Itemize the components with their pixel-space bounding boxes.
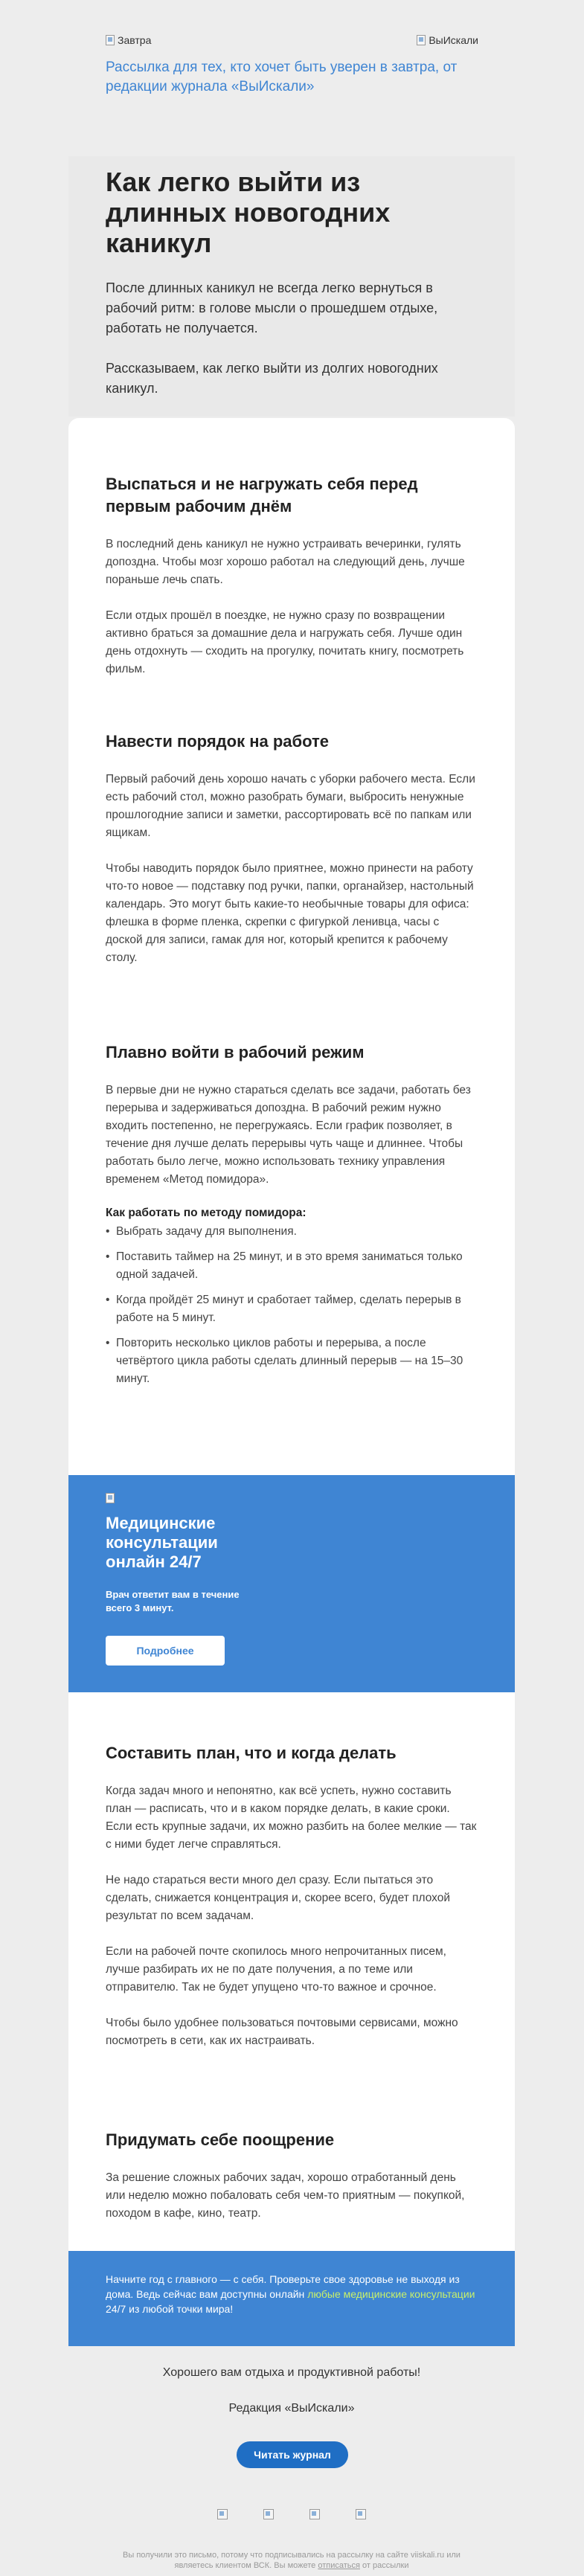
promo-image-icon xyxy=(106,1493,115,1503)
notice-text-end: 24/7 из любой точки мира! xyxy=(106,2303,234,2315)
section-sleep xyxy=(106,473,478,696)
section-paragraph: Первый рабочий день хорошо начать с уборки рабочего места. Если есть рабочий стол, можно разобрать бумаги, выбросить ненужные прошлогодние записи и заметки, рассортировать всё по папкам или ящикам. xyxy=(106,773,475,839)
list-item: • Поставить таймер на 25 минут, и в это время заниматься только одной задачей. xyxy=(106,1248,478,1284)
email-header xyxy=(0,0,584,104)
zavtra-logo[interactable] xyxy=(106,34,151,46)
social-icon-2[interactable] xyxy=(263,2509,274,2519)
section-title: Составить план, что и когда делать xyxy=(106,1744,397,1762)
section-title: Придумать себе поощрение xyxy=(106,2130,335,2149)
section-title: Навести порядок на работе xyxy=(106,732,329,751)
article-title: Как легко выйти из длинных новогодних каникул xyxy=(106,167,391,258)
footer-disclaimer xyxy=(106,2550,478,2571)
footer-text: Вы получили это письмо, потому что подписывались на рассылку на сайте viiskali.ru или являетесь клиентом ВСК. Вы можете xyxy=(123,2551,461,2570)
section-paragraph: В первые дни не нужно стараться сделать все задачи, работать без перерыва и задерживаться допоздна. В рабочий режим нужно входить постепенно, не перегружаясь. Если график позволяет, в течение дня лучше делать перерывы чуть чаще и длиннее. Чтобы работать было легче, можно использовать технику управления временем «Метод помидора». xyxy=(106,1084,471,1186)
article-card xyxy=(68,418,515,2315)
section-paragraph: Если на рабочей почте скопилось много непрочитанных писем, лучше разбирать их не по дате получения, а по теме или отправителю. Так не будет упущено что-то важное и срочное. xyxy=(106,1945,446,1994)
list-item: • Выбрать задачу для выполнения. xyxy=(106,1223,478,1241)
section-title: Выспаться и не нагружать себя перед первым рабочим днём xyxy=(106,475,418,515)
health-notice xyxy=(68,2251,515,2346)
viiskali-logo-alt: ВыИскали xyxy=(429,34,478,46)
zavtra-logo-alt: Завтра xyxy=(118,34,152,46)
section-paragraph: В последний день каникул не нужно устраивать вечеринки, гулять допоздна. Чтобы мозг хорошо работал на следующий день, лучше пораньше лечь спать. xyxy=(106,538,465,586)
lead-paragraph-2: Рассказываем, как легко выйти из долгих новогодних каникул. xyxy=(106,361,438,396)
promo-banner xyxy=(68,1475,515,1692)
section-paragraph: Чтобы было удобнее пользоваться почтовыми сервисами, можно посмотреть в сети, как их настраивать. xyxy=(106,2017,458,2047)
section-work-mode xyxy=(106,1041,478,1395)
viiskali-logo[interactable] xyxy=(417,34,478,46)
unsubscribe-link[interactable]: отписаться xyxy=(318,2561,360,2570)
section-paragraph: Когда задач много и непонятно, как всё успеть, нужно составить план — расписать, что и в каком порядке делать, в какие сроки. Если есть крупные задачи, их можно разбить на более мелкие — так с ними будет легче справляться. xyxy=(106,1785,477,1851)
consultations-link[interactable]: любые медицинские консультации xyxy=(307,2288,475,2300)
section-title: Плавно войти в рабочий режим xyxy=(106,1043,365,1061)
section-reward xyxy=(106,2129,478,2241)
list-item: • Когда пройдёт 25 минут и сработает таймер, сделать перерыв в работе на 5 минут. xyxy=(106,1291,478,1327)
section-paragraph: Чтобы наводить порядок было приятнее, можно принести на работу что-то новое — подставку под ручки, папки, органайзер, настольный календарь. Это могут быть какие-то необычные товары для офиса: флешка в форме пленка, скрепки с фигуркой ленивца, часы с доской для записи, гамак для ног, который крепится к рабочему столу. xyxy=(106,862,474,964)
farewell-text: Хорошего вам отдыха и продуктивной работы! xyxy=(162,2366,421,2379)
section-paragraph: Если отдых прошёл в поездке, не нужно сразу по возвращении активно браться за домашние дела и нагружать себя. Лучше один день отдохнуть — сходить на прогулку, почитать книгу, посмотреть фильм. xyxy=(106,609,464,675)
section-plan xyxy=(106,1742,478,2068)
list-item: • Повторить несколько циклов работы и перерыва, а после четвёртого цикла работы сделать длинный перерыв — на 15–30 минут. xyxy=(106,1334,478,1388)
social-icon-1[interactable] xyxy=(217,2509,228,2519)
social-icon-4[interactable] xyxy=(356,2509,366,2519)
promo-title: Медицинские консультации онлайн 24/7 xyxy=(106,1514,218,1571)
article-lead xyxy=(106,278,478,399)
hero-block xyxy=(68,156,515,417)
outro xyxy=(68,2365,515,2416)
read-journal-button[interactable]: Читать журнал xyxy=(237,2441,348,2468)
section-paragraph: За решение сложных рабочих задач, хорошо отработанный день или неделю можно побаловать себя чем-то приятным — покупкой, походом в кафе, кино, театр. xyxy=(106,2171,465,2220)
section-order xyxy=(106,730,478,985)
pomodoro-list xyxy=(106,1223,478,1388)
lead-paragraph-1: После длинных каникул не всегда легко вернуться в рабочий ритм: в голове мысли о прошедшем отдыхе, работать не получается. xyxy=(106,280,438,335)
newsletter-tagline[interactable]: Рассылка для тех, кто хочет быть уверен в завтра, от редакции журнала «ВыИскали» xyxy=(106,60,458,94)
pomodoro-subtitle: Как работать по методу помидора: xyxy=(106,1207,307,1219)
broken-image-icon xyxy=(106,35,115,45)
signature-text: Редакция «ВыИскали» xyxy=(228,2402,355,2415)
broken-image-icon xyxy=(417,35,426,45)
section-paragraph: Не надо стараться вести много дел сразу. Если пытаться это сделать, снижается концентрация и, скорее всего, будет плохой результат по всем задачам. xyxy=(106,1874,451,1922)
promo-description: Врач ответит вам в течение всего 3 минут. xyxy=(106,1589,240,1613)
notice-text: Начните год с главного — с себя. Проверьте свое здоровье не выходя из дома. Ведь сейчас вам доступны онлайн xyxy=(106,2273,460,2300)
footer-text-end: от рассылки xyxy=(359,2561,409,2570)
promo-details-button[interactable]: Подробнее xyxy=(106,1636,225,1666)
social-icon-3[interactable] xyxy=(309,2509,320,2519)
